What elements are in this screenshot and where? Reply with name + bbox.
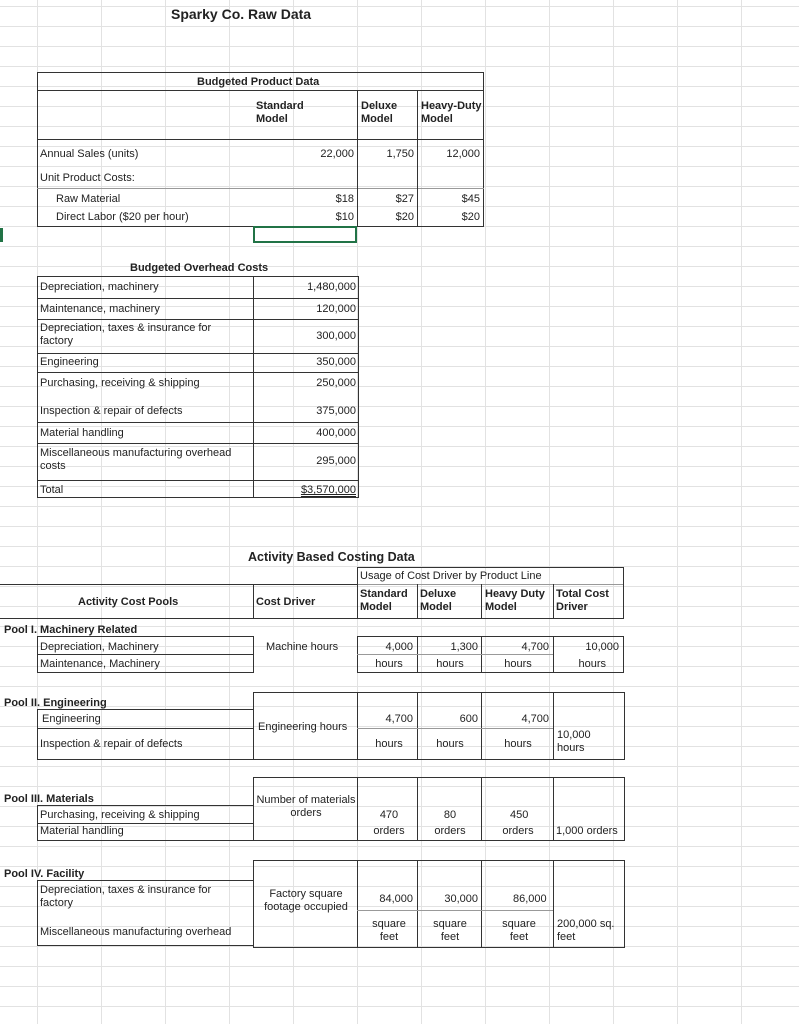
overhead-label-6: Inspection & repair of defects xyxy=(40,405,183,417)
pool-2-item-1: Engineering xyxy=(42,713,101,725)
pool-1-deluxe: 1,300 xyxy=(450,641,478,653)
pool-1-heavy: 4,700 xyxy=(521,641,549,653)
abc-header: Activity Based Costing Data xyxy=(248,550,415,564)
overhead-label-1: Depreciation, machinery xyxy=(40,281,159,293)
pool-1-item-2: Maintenance, Machinery xyxy=(40,658,160,670)
selected-cell[interactable] xyxy=(253,226,357,243)
pool-4-driver: Factory square footage occupied xyxy=(264,888,348,913)
pool-2-standard: 4,700 xyxy=(385,713,413,725)
pool-2-name: Pool II. Engineering xyxy=(4,697,107,709)
pool-2-deluxe-unit: hours xyxy=(436,738,464,750)
pool-3-name: Pool III. Materials xyxy=(4,793,94,805)
annual-sales-label: Annual Sales (units) xyxy=(40,148,139,160)
pool-4-standard: 84,000 xyxy=(379,893,413,905)
pool-3-driver: Number of materials orders xyxy=(256,794,356,819)
overhead-total-label: Total xyxy=(40,484,64,496)
pool-3-standard: 470 xyxy=(379,809,399,821)
pool-4-deluxe: 30,000 xyxy=(444,893,478,905)
pool-2-heavy-unit: hours xyxy=(504,738,532,750)
pool-2-item-2: Inspection & repair of defects xyxy=(40,738,183,750)
direct-labor-label: Direct Labor ($20 per hour) xyxy=(56,211,189,223)
overhead-label-2: Maintenance, machinery xyxy=(40,303,160,315)
raw-material-standard: $18 xyxy=(335,193,354,205)
page-title: Sparky Co. Raw Data xyxy=(171,6,312,22)
pool-1-driver: Machine hours xyxy=(266,641,339,653)
overhead-label-4: Engineering xyxy=(40,356,99,368)
usage-header: Usage of Cost Driver by Product Line xyxy=(360,570,542,582)
overhead-value-8: 295,000 xyxy=(316,455,356,467)
annual-sales-deluxe: 1,750 xyxy=(386,148,414,160)
pool-1-standard-unit: hours xyxy=(375,658,403,670)
overhead-label-5: Purchasing, receiving & shipping xyxy=(40,377,200,389)
pool-1-standard: 4,000 xyxy=(385,641,413,653)
direct-labor-heavy: $20 xyxy=(461,211,480,223)
pool-2-heavy: 4,700 xyxy=(521,713,549,725)
col-deluxe-model-abc: Deluxe Model xyxy=(420,588,457,613)
pool-4-total: 200,000 sq. feet xyxy=(557,918,615,943)
overhead-value-3: 300,000 xyxy=(316,330,356,342)
pool-3-total: 1,000 orders xyxy=(556,825,618,837)
pool-1-name: Pool I. Machinery Related xyxy=(4,624,138,636)
pool-3-deluxe-unit: orders xyxy=(434,825,466,837)
raw-material-heavy: $45 xyxy=(461,193,480,205)
pool-4-heavy: 86,000 xyxy=(513,893,547,905)
col-standard-model: Standard Model xyxy=(256,100,304,125)
overhead-value-2: 120,000 xyxy=(316,303,356,315)
row-selection-indicator xyxy=(0,228,3,242)
col-deluxe-model: Deluxe Model xyxy=(361,100,398,125)
pool-3-deluxe: 80 xyxy=(443,809,457,821)
col-heavy-duty-model: Heavy-Duty Model xyxy=(421,100,482,125)
col-heavy-duty-model-abc: Heavy Duty Model xyxy=(485,588,545,613)
raw-material-deluxe: $27 xyxy=(395,193,414,205)
pool-4-item-1: Depreciation, taxes & insurance for factory xyxy=(40,884,212,909)
overhead-label-7: Material handling xyxy=(40,427,124,439)
overhead-value-7: 400,000 xyxy=(316,427,356,439)
pool-3-standard-unit: orders xyxy=(373,825,405,837)
pool-1-total: 10,000 xyxy=(585,641,619,653)
overhead-header: Budgeted Overhead Costs xyxy=(130,262,269,274)
overhead-label-8: Miscellaneous manufacturing overhead costs xyxy=(40,447,232,472)
col-activity-cost-pools: Activity Cost Pools xyxy=(78,596,179,608)
product-header: Budgeted Product Data xyxy=(197,76,320,88)
raw-material-label: Raw Material xyxy=(56,193,121,205)
unit-costs-label: Unit Product Costs: xyxy=(40,172,135,184)
overhead-total-value: $3,570,000 xyxy=(300,484,356,496)
pool-4-standard-unit: square feet xyxy=(372,918,406,943)
pool-3-item-1: Purchasing, receiving & shipping xyxy=(40,809,200,821)
pool-4-item-2: Miscellaneous manufacturing overhead xyxy=(40,926,232,938)
pool-1-deluxe-unit: hours xyxy=(436,658,464,670)
pool-3-item-2: Material handling xyxy=(40,825,124,837)
pool-2-standard-unit: hours xyxy=(375,738,403,750)
pool-1-total-unit: hours xyxy=(578,658,606,670)
overhead-value-1: 1,480,000 xyxy=(307,281,356,293)
overhead-value-5: 250,000 xyxy=(316,377,356,389)
pool-3-heavy-unit: orders xyxy=(502,825,534,837)
overhead-value-6: 375,000 xyxy=(316,405,356,417)
pool-4-deluxe-unit: square feet xyxy=(433,918,467,943)
pool-1-item-1: Depreciation, Machinery xyxy=(40,641,159,653)
pool-3-heavy: 450 xyxy=(510,809,529,821)
col-total-cost-driver: Total Cost Driver xyxy=(556,588,609,613)
annual-sales-standard: 22,000 xyxy=(320,148,354,160)
direct-labor-standard: $10 xyxy=(335,211,354,223)
annual-sales-heavy: 12,000 xyxy=(446,148,480,160)
overhead-value-4: 350,000 xyxy=(316,356,356,368)
pool-1-heavy-unit: hours xyxy=(504,658,532,670)
pool-4-heavy-unit: square feet xyxy=(502,918,536,943)
pool-2-total: 10,000 hours xyxy=(557,729,591,754)
col-standard-model-abc: Standard Model xyxy=(360,588,408,613)
direct-labor-deluxe: $20 xyxy=(395,211,414,223)
pool-2-deluxe: 600 xyxy=(459,713,478,725)
col-cost-driver: Cost Driver xyxy=(256,596,316,608)
overhead-label-3: Depreciation, taxes & insurance for factory xyxy=(40,322,212,347)
pool-4-name: Pool IV. Facility xyxy=(4,868,85,880)
pool-2-driver: Engineering hours xyxy=(258,721,348,733)
